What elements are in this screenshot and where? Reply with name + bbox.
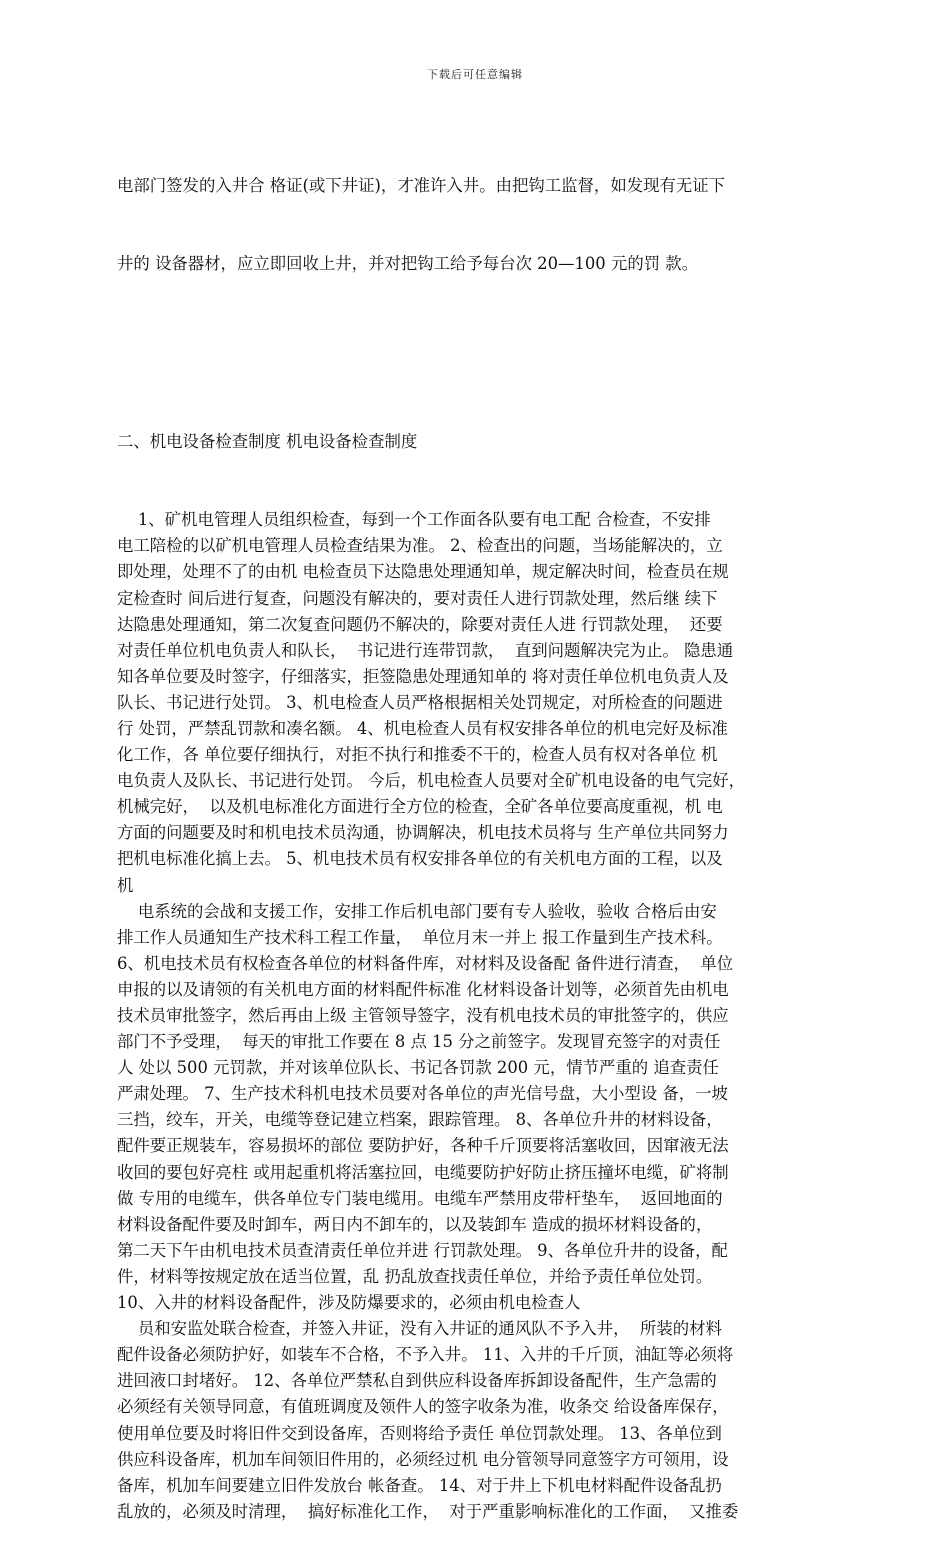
text-line: 收回的要包好亮柱 或用起重机将活塞拉回，电缆要防护好防止挤压撞坏电缆，矿将制 <box>117 1162 729 1182</box>
text-line: 必须经有关领导同意，有值班调度及领件人的签字收条为准，收条交 给设备库保存， <box>117 1397 729 1417</box>
text-line: 第二天下午由机电技术员查清责任单位并进 行罚款处理。 9、各单位升井的设备，配 <box>117 1240 728 1260</box>
text-line: 乱放的，必须及时清理， 搞好标准化工作， 对于严重影响标准化的工作面， 又推委 <box>117 1501 739 1521</box>
text-line: 技术员审批签字，然后再由上级 主管领导签字，没有机电技术员的审批签字的，供应 <box>117 1006 729 1025</box>
text-line: 方面的问题要及时和机电技术员沟通，协调解决，机电技术员将与 生产单位共同努力 <box>117 823 729 843</box>
text-line: 1、矿机电管理人员组织检查，每到一个工作面各队要有电工配 合检查，不安排 <box>117 510 711 530</box>
text-line: 即处理，处理不了的由机 电检查员下达隐患处理通知单，规定解决时间，检查员在规 <box>117 562 729 582</box>
text-line: 做 专用的电缆车，供各单位专门装电缆用。电缆车严禁用皮带杆垫车， 返回地面的 <box>117 1188 723 1208</box>
text-line: 人 处以 500 元罚款，并对该单位队长、书记各罚款 200 元，情节严重的 追查责任 <box>117 1058 719 1078</box>
section-body <box>117 507 837 1525</box>
text-line: 严肃处理。 7、生产技术科机电技术员要对各单位的声光信号盘，大小型设 备，一坡 <box>117 1084 728 1104</box>
text-line: 材料设备配件要及时卸车，两日内不卸车的，以及装卸车 造成的损坏材料设备的， <box>117 1214 713 1234</box>
text-line: 部门不予受理， 每天的审批工作要在 8 点 15 分之前签字。发现冒充签字的对责任 <box>117 1032 721 1052</box>
text-line: 队长、书记进行处罚。 3、机电检查人员严格根据相关处罚规定，对所检查的问题进 <box>117 692 723 712</box>
text-line: 行 处罚，严禁乱罚款和凑名额。 4、机电检查人员有权安排各单位的机电完好及标准 <box>117 718 728 738</box>
section-title: 二、机电设备检查制度 机电设备检查制度 <box>117 431 418 451</box>
text-line: 电系统的会战和支援工作，安排工作后机电部门要有专人验收，验收 合格后由安 <box>117 901 717 921</box>
text-line: 申报的以及请领的有关机电方面的材料配件标准 化材料设备计划等，必须首先由机电 <box>117 979 729 999</box>
text-line: 配件设备必须防护好，如装车不合格，不予入井。 11、入井的千斤顶，油缸等必须将 <box>117 1345 734 1365</box>
text-line: 电负责人及队长、书记进行处罚。 今后，机电检查人员要对全矿机电设备的电气完好， <box>117 771 746 791</box>
text-line: 三挡，绞车，开关，电缆等登记建立档案，跟踪管理。 8、各单位升井的材料设备， <box>117 1110 723 1130</box>
text-line: 配件要正规装车，容易损坏的部位 要防护好，各种千斤顶要将活塞收回，因窜液无法 <box>117 1136 729 1156</box>
text-line: 定检查时 间后进行复查，问题没有解决的，要对责任人进行罚款处理，然后继 续下 <box>117 588 718 608</box>
text-line: 机 <box>117 875 134 895</box>
page-header: 下载后可任意编辑 <box>427 68 523 81</box>
text-line: 电工陪检的以矿机电管理人员检查结果为准。 2、检查出的问题，当场能解决的，立 <box>117 536 723 556</box>
text-line: 10、入井的材料设备配件，涉及防爆要求的，必须由机电检查人 <box>117 1293 581 1313</box>
text-line: 备库，机加车间要建立旧件发放台 帐备查。 14、对于井上下机电材料配件设备乱扔 <box>117 1475 722 1495</box>
text-line: 达隐患处理通知，第二次复查问题仍不解决的，除要对责任人进 行罚款处理， 还要 <box>117 614 723 634</box>
text-line: 电部门签发的入井合 格证(或下井证)，才准许入井。由把钩工监督，如发现有无证下 <box>117 176 726 196</box>
text-line: 把机电标准化搞上去。 5、机电技术员有权安排各单位的有关机电方面的工程，以及 <box>117 849 723 869</box>
document-body <box>117 121 837 1551</box>
text-line: 进回液口封堵好。 12、各单位严禁私自到供应科设备库拆卸设备配件，生产急需的 <box>117 1371 717 1391</box>
text-line: 6、机电技术员有权检查各单位的材料备件库，对材料及设备配 备件进行清查， 单位 <box>117 953 734 973</box>
text-line: 化工作，各 单位要仔细执行，对拒不执行和推委不干的，检查人员有权对各单位 机 <box>117 745 718 765</box>
paragraph-gap <box>117 330 837 377</box>
text-line: 对责任单位机电负责人和队长， 书记进行连带罚款， 直到问题解决完为止。 隐患通 <box>117 640 734 660</box>
text-line: 机械完好， 以及机电标准化方面进行全方位的检查，全矿各单位要高度重视，机 电 <box>117 797 723 817</box>
text-line: 使用单位要及时将旧件交到设备库，否则将给予责任 单位罚款处理。 13、各单位到 <box>117 1423 722 1443</box>
text-line: 供应科设备库，机加车间领旧件用的，必须经过机 电分管领导同意签字方可领用，设 <box>117 1449 729 1469</box>
text-line: 排工作人员通知生产技术科工程工作量， 单位月末一并上 报工作量到生产技术科。 <box>117 927 723 947</box>
text-line: 件，材料等按规定放在适当位置，乱 扔乱放查找责任单位，并给予责任单位处罚。 <box>117 1266 713 1286</box>
text-line: 员和安监处联合检查，并签入井证，没有入井证的通风队不予入井， 所装的材料 <box>117 1319 722 1339</box>
text-line: 知各单位要及时签字，仔细落实，拒签隐患处理通知单的 将对责任单位机电负责人及 <box>117 666 729 686</box>
text-line: 井的 设备器材，应立即回收上井，并对把钩工给予每台次 20—100 元的罚 款。 <box>117 254 699 274</box>
